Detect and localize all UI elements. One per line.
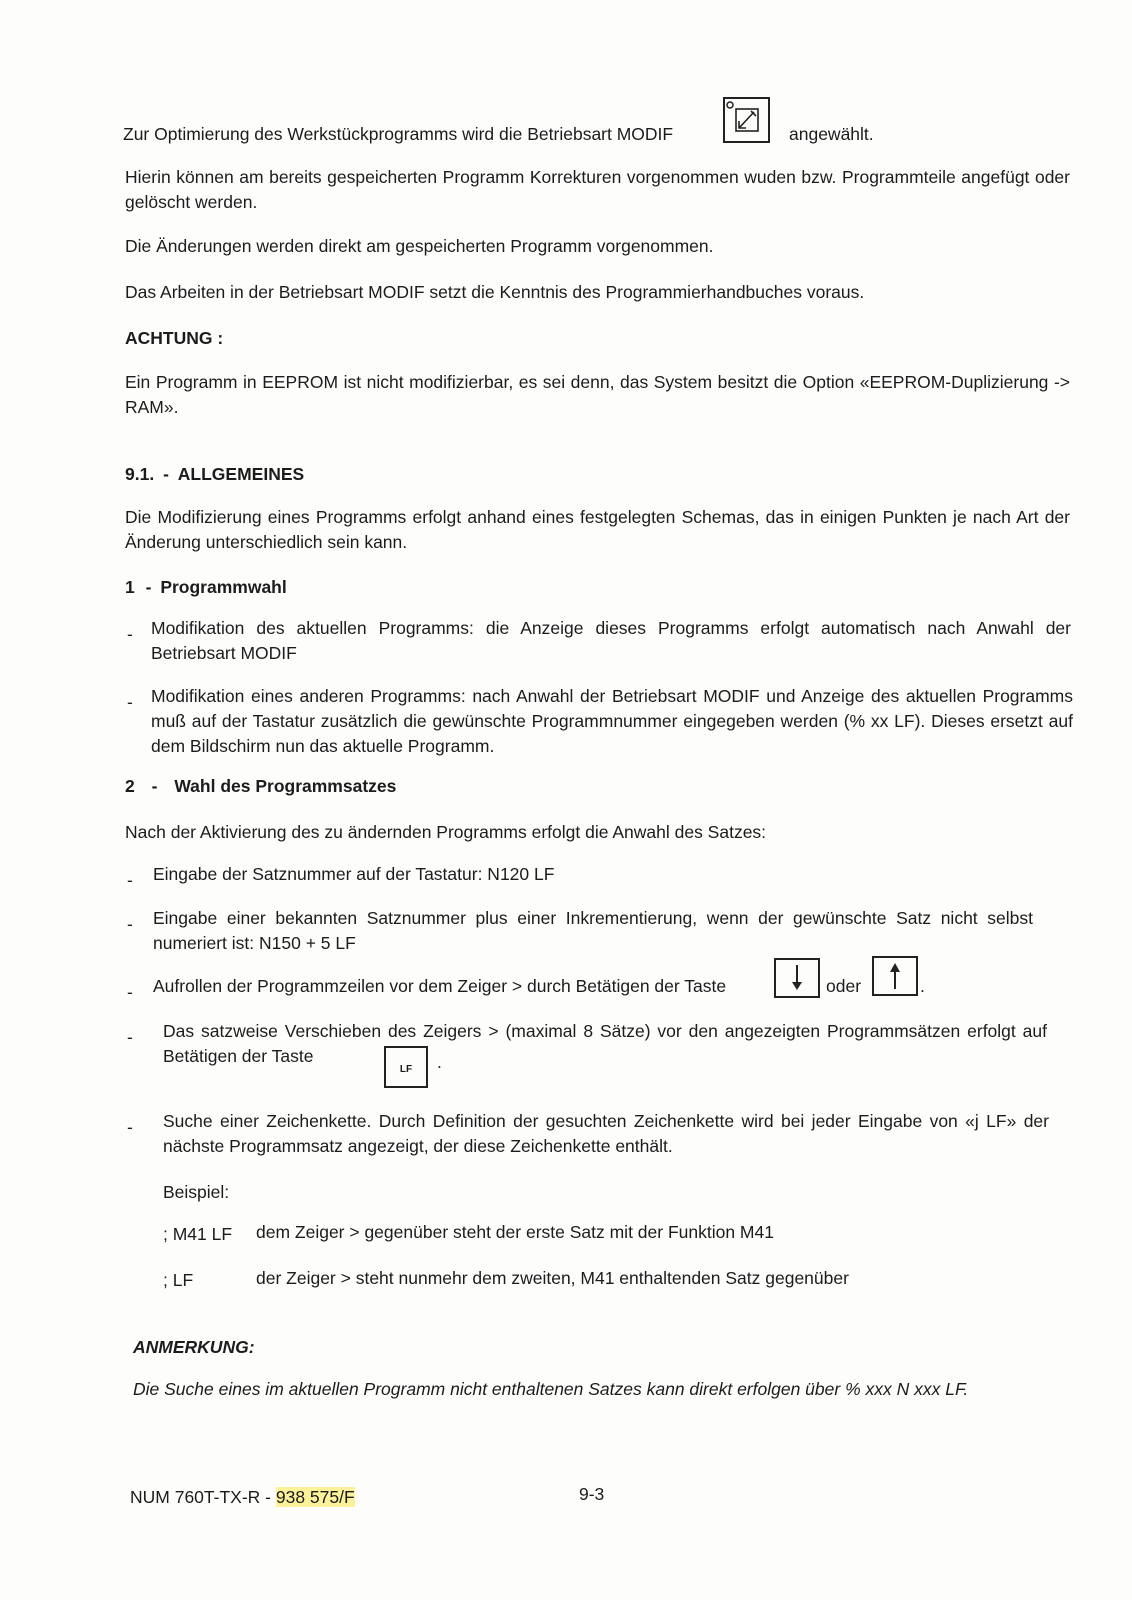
intro-paragraph-2: Hierin können am bereits gespeicherten Programm Korrekturen vorgenommen wuden bzw. Programmteile angefügt oder gelöscht werden. [125, 167, 1070, 212]
lf-key-icon [384, 1046, 428, 1088]
note-text: Die Suche eines im aktuellen Programm nicht enthaltenen Satzes kann direkt erfolgen über % xxx N xxx LF. [133, 1379, 969, 1399]
step2-item-5: Suche einer Zeichenkette. Durch Definition der gesuchten Zeichenkette wird bei jeder Eingabe von «j LF» der nächste Programmsatz angezeigt, der diese Zeichenkette enthält. [163, 1111, 1049, 1156]
note-heading: ANMERKUNG: [133, 1337, 255, 1357]
step2-item-3-text: Aufrollen der Programmzeilen vor dem Zeiger > durch Betätigen der Taste [153, 976, 727, 996]
intro-line-1: Zur Optimierung des Werkstückprogramms wird die Betriebsart MODIF [123, 124, 674, 144]
step1-heading [125, 575, 287, 600]
intro-paragraph-4: Das Arbeiten in der Betriebsart MODIF setzt die Kenntnis des Programmierhandbuches voraus. [125, 282, 865, 302]
footer-doc-highlighted: 938 575/F [275, 1487, 355, 1507]
page-number: 9-3 [579, 1484, 605, 1504]
list-bullet: - [127, 870, 133, 890]
list-bullet: - [127, 1027, 133, 1047]
example-label: Beispiel: [163, 1182, 230, 1202]
step2-item-1: Eingabe der Satznummer auf der Tastatur: N120 LF [153, 864, 555, 884]
step2-number: 2 [125, 776, 135, 796]
example-2-text: der Zeiger > steht nunmehr dem zweiten, M41 enthaltenden Satz gegenüber [256, 1268, 849, 1288]
list-bullet: - [127, 624, 133, 644]
intro-line-1-end: angewählt. [789, 124, 874, 144]
step2-item-4-text: Das satzweise Verschieben des Zeigers > (maximal 8 Sätze) vor den angezeigten Programmsätzen erfolgt auf Betätigen der Taste [163, 1021, 1047, 1066]
step1-title: Programmwahl [160, 577, 287, 597]
list-bullet: - [127, 1117, 133, 1137]
step2-item-3-end: . [920, 976, 925, 996]
section-title: ALLGEMEINES [177, 464, 305, 484]
intro-paragraph-3: Die Änderungen werden direkt am gespeicherten Programm vorgenommen. [125, 236, 714, 256]
modif-key-icon [723, 97, 770, 143]
section-heading [125, 462, 304, 487]
section-number: 9.1. [125, 464, 155, 484]
step2-dash: - [151, 776, 158, 796]
step2-item-4-end: . [437, 1052, 442, 1072]
arrow-down-key-icon [774, 958, 820, 998]
step1-item-1: Modifikation des aktuellen Programms: die Anzeige dieses Programms erfolgt automatisch nach Anwahl der Betriebsart MODIF [151, 618, 1071, 663]
lf-key-label: LF [399, 1064, 413, 1075]
step2-heading [125, 774, 396, 799]
step1-item-2: Modifikation eines anderen Programms: nach Anwahl der Betriebsart MODIF und Anzeige des aktuellen Programms muß auf der Tastatur zusätzlich die gewünschte Programmnummer eingegeben werden (% xx LF). Dieses ersetzt auf dem Bildschirm nun das aktuelle Programm. [151, 686, 1073, 756]
example-2-code: ; LF [163, 1270, 194, 1290]
list-bullet: - [127, 692, 133, 712]
example-1-text: dem Zeiger > gegenüber steht der erste Satz mit der Funktion M41 [256, 1222, 774, 1242]
step1-dash: - [145, 577, 152, 597]
step2-item-2: Eingabe einer bekannten Satznummer plus einer Inkrementierung, wenn der gewünschte Satz nicht selbst numeriert ist: N150 + 5 LF [153, 908, 1033, 953]
example-1-code: ; M41 LF [163, 1224, 233, 1244]
list-bullet: - [127, 982, 133, 1002]
list-bullet: - [127, 914, 133, 934]
step2-item-3-or: oder [826, 976, 862, 996]
section-intro: Die Modifizierung eines Programms erfolgt anhand eines festgelegten Schemas, das in einigen Punkten je nach Art der Änderung unterschiedlich sein kann. [125, 507, 1070, 552]
footer-doc-number [130, 1485, 355, 1510]
achtung-text: Ein Programm in EEPROM ist nicht modifizierbar, es sei denn, das System besitzt die Option «EEPROM-Duplizierung -> RAM». [125, 372, 1070, 417]
arrow-up-key-icon [872, 956, 918, 996]
footer-doc-prefix: NUM 760T-TX-R - [130, 1487, 271, 1507]
step1-number: 1 [125, 577, 135, 597]
section-dash: - [163, 464, 169, 484]
achtung-heading: ACHTUNG : [125, 328, 224, 348]
step2-title: Wahl des Programmsatzes [174, 776, 397, 796]
step2-intro: Nach der Aktivierung des zu ändernden Programms erfolgt die Anwahl des Satzes: [125, 822, 767, 842]
